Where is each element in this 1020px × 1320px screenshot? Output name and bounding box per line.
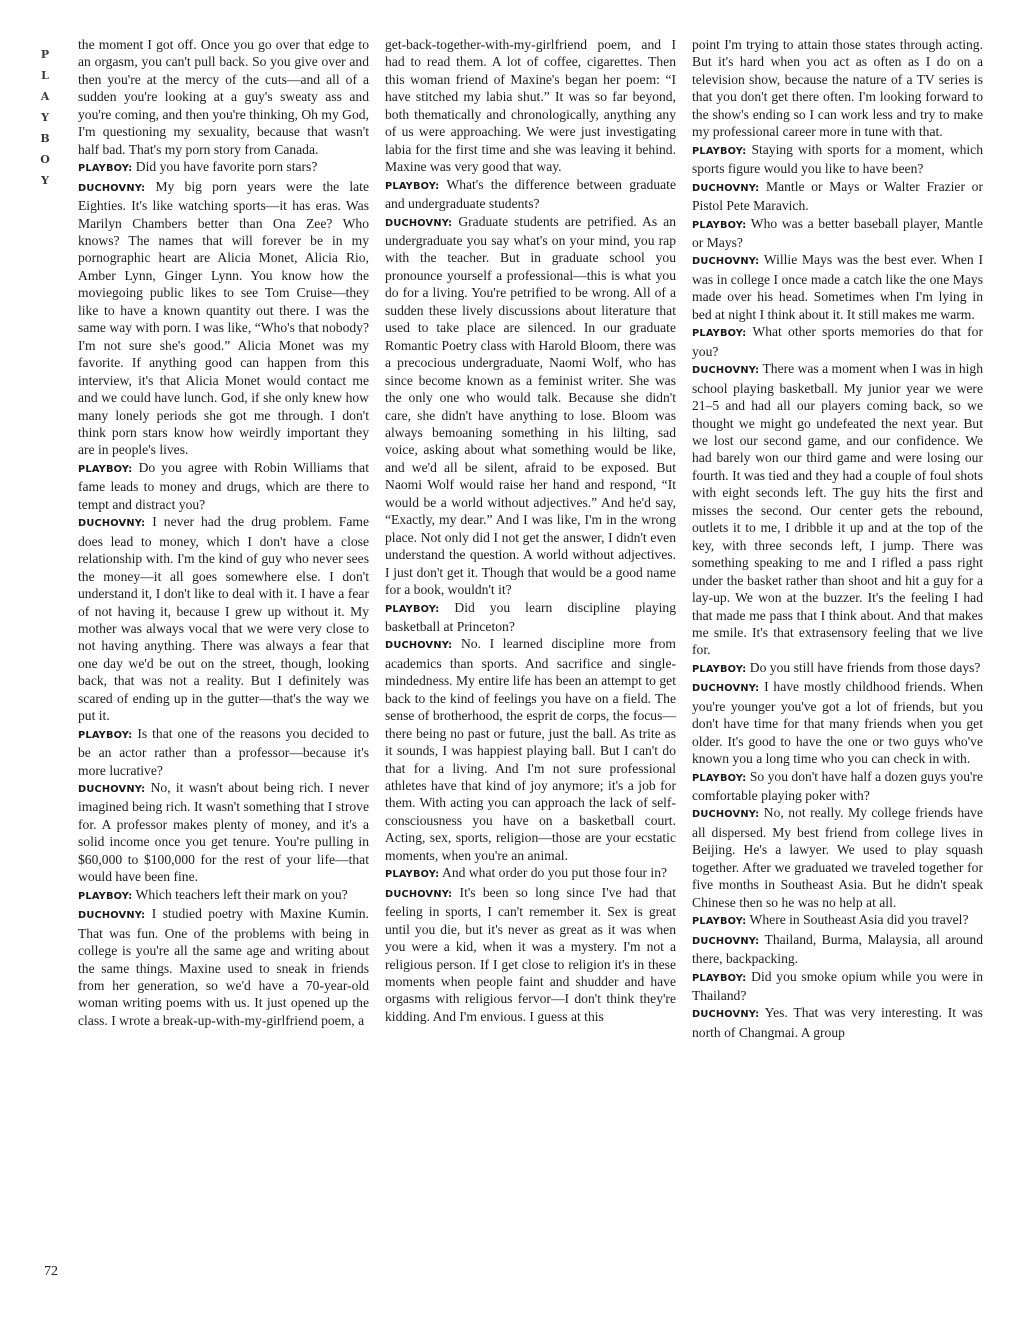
paragraph-text: No, it wasn't about being rich. I never imagined being rich. It wasn't something that I strove for. A professor makes plenty of money, and it's a solid income once you get tenure. You're pulling in $60,000 to $100,000 for the rest of your life—that would have been fine.	[78, 780, 369, 885]
speaker-duchovny: DUCHOVNY:	[692, 256, 760, 268]
paragraph-text: point I'm trying to attain those states through acting. But it's hard when you act as often as I do on a television show, because the nature of a TV series is that you don't get there often. I'm looking forward to the show's ending so I can work less and try to make my professional career more in tune with that.	[692, 37, 983, 140]
side-letter: L	[41, 69, 49, 82]
paragraph-text: Staying with sports for a moment, which sports figure would you like to have been?	[692, 141, 983, 177]
paragraph-text: Thailand, Burma, Malaysia, all around there, backpacking.	[692, 931, 983, 967]
paragraph-text: Did you have favorite porn stars?	[135, 159, 318, 175]
speaker-playboy: PLAYBOY:	[692, 772, 747, 784]
paragraph-text: the moment I got off. Once you go over that edge to an orgasm, you can't pull back. So you give over and then you're at the mercy of the cuts—and all of a sudden you're looking at a guy's sweaty ass and you're coming, and then you're thinking, Oh my God, I'm questioning my sexuality, because that wasn't half bad. That's my porn story from Canada.	[78, 37, 369, 157]
interview-paragraph	[78, 779, 369, 886]
side-letter: P	[40, 48, 50, 61]
continued-paragraph	[385, 36, 676, 176]
paragraph-text: Which teachers left their mark on you?	[135, 886, 348, 902]
interview-paragraph	[692, 1004, 983, 1041]
speaker-playboy: PLAYBOY:	[692, 328, 747, 340]
paragraph-text: I studied poetry with Maxine Kumin. That was fun. One of the problems with being in college is you're all the same age and writing about the same things. Maxine used to sneak in friends from her generation, so we'd have a 70-year-old woman writing poems with us. It just opened up the class. I wrote a break-up-with-my-girlfriend poem, a	[78, 906, 369, 1028]
paragraph-text: Did you learn discipline playing basketball at Princeton?	[385, 599, 676, 634]
text-column-3	[692, 36, 983, 1286]
interview-paragraph	[692, 678, 983, 767]
paragraph-text: Graduate students are petrified. As an undergraduate you say what's on your mind, you rap with the teacher. But in graduate school you pronounce yourself a professional—this is what you do for a living. You're petrified to be wrong. All of a sudden these lively discussions about literature that used to take place are silenced. In our graduate Romantic Poetry class with Harold Bloom, there was a precocious undergraduate, Naomi Wolf, who has since become known as a feminist writer. She was the only one who would talk. Because she didn't care, she didn't have anything to lose. Bloom was always bemoaning something in his lilting, sad voice, asking about what something would be like, and we'd all be silent, afraid to be exposed. But Naomi Wolf would raise her hand and respond, “It would be a world without adjectives.” And he'd say, “Exactly, my dear.” And I was like, I'm in the wrong place. Not only did I not get the answer, I didn't even understand the question. A world without adjectives. I just don't get it. Though that would be a good name for a book, wouldn't it?	[385, 213, 676, 598]
side-letter: Y	[41, 174, 49, 187]
interview-paragraph	[692, 931, 983, 968]
page-number: 72	[44, 1264, 58, 1279]
interview-paragraph	[692, 323, 983, 360]
paragraph-text: Who was a better baseball player, Mantle or Mays?	[692, 215, 983, 250]
paragraph-text: What's the difference between graduate and undergraduate students?	[385, 176, 676, 212]
interview-paragraph	[385, 599, 676, 636]
interview-paragraph	[385, 884, 676, 1026]
paragraph-text: What other sports memories do that for you?	[692, 324, 983, 359]
text-column-1	[78, 36, 369, 1286]
interview-paragraph	[692, 360, 983, 659]
speaker-duchovny: DUCHOVNY:	[78, 910, 146, 922]
paragraph-text: So you don't have half a dozen guys you're comfortable playing poker with?	[692, 768, 983, 804]
interview-paragraph	[78, 513, 369, 724]
interview-paragraph	[78, 725, 369, 779]
interview-paragraph	[692, 251, 983, 323]
paragraph-text: Did you smoke opium while you were in Thailand?	[692, 968, 983, 1004]
side-letter: B	[40, 132, 50, 145]
interview-paragraph	[78, 886, 369, 905]
paragraph-text: Is that one of the reasons you decided to be an actor rather than a professor—because it's more lucrative?	[78, 725, 369, 778]
speaker-duchovny: DUCHOVNY:	[692, 1009, 760, 1021]
continued-paragraph	[692, 36, 983, 141]
speaker-duchovny: DUCHOVNY:	[78, 182, 146, 194]
speaker-playboy: PLAYBOY:	[385, 603, 440, 615]
side-letter: A	[40, 90, 50, 103]
interview-columns	[78, 36, 983, 1286]
interview-paragraph	[692, 911, 983, 930]
side-letter: Y	[41, 111, 49, 124]
paragraph-text: I have mostly childhood friends. When you're younger you've got a lot of friends, but you don't have time for that many friends when you get older. It's good to have the one or two guys who've known you a long time who you can check in with.	[692, 679, 983, 767]
paragraph-text: No, not really. My college friends have all dispersed. My best friend from college lives in Beijing. He's a lawyer. We used to play squash together. After we graduated we traveled together for five months in Southeast Asia. But he didn't speak Chinese then so he was no help at all.	[692, 805, 983, 910]
paragraph-text: Where in Southeast Asia did you travel?	[749, 912, 969, 928]
magazine-side-label	[38, 44, 52, 191]
paragraph-text: It's been so long since I've had that feeling in sports, I can't remember it. Sex is great until you die, but it's never as great as it was when you were a kid, when it was a mystery. I'm not a religious person. If I get close to religion it's in these moments when people faint and shudder and have orgasms with religious fervor—I don't think they're kidding. And I'm envious. I guess at this	[385, 884, 676, 1024]
paragraph-text: My big porn years were the late Eighties. It's like watching sports—it has eras. Was Marilyn Chambers better than Ona Zee? Who knows? The names that will forever be in my pornographic heart are Alicia Monet, Alicia Rio, Amber Lynn, Ginger Lynn. You know how the moviegoing public likes to see Tom Cruise—they like to have a known quantity out there. I was the same way with porn. I was like, “Who's that nobody? I'm not sure she's good.” Alicia Monet was my favorite. If anything good can happen from this interview, it's that Alicia Monet would contact me and we could have lunch. God, if she only knew how many lonely periods she got me through. I don't think porn stars know how weirdly important they are in people's lives.	[78, 178, 369, 458]
speaker-playboy: PLAYBOY:	[78, 463, 133, 475]
interview-paragraph	[385, 864, 676, 883]
speaker-duchovny: DUCHOVNY:	[692, 365, 760, 377]
interview-paragraph	[385, 213, 676, 599]
speaker-playboy: PLAYBOY:	[692, 145, 747, 157]
interview-paragraph	[78, 178, 369, 459]
paragraph-text: I never had the drug problem. Fame does lead to money, which I don't have a close relationship with. I'm the kind of guy who never sees the money—it all goes somewhere else. I don't understand it, I don't like to deal with it. I have a fear of not having it, because I grew up without it. My mother was always vocal that we were very close to not having anything. There was always a fear that one day we'd be out on the street, though, looking back, that was not a reality. But I definitely was scared of ending up in the gutter—that's the way we put it.	[78, 514, 369, 724]
text-column-2	[385, 36, 676, 1286]
speaker-playboy: PLAYBOY:	[385, 180, 440, 192]
interview-paragraph	[78, 459, 369, 513]
speaker-playboy: PLAYBOY:	[692, 916, 747, 928]
speaker-duchovny: DUCHOVNY:	[385, 888, 453, 900]
paragraph-text: get-back-together-with-my-girlfriend poem, and I had to read them. A lot of coffee, cigarettes. Then this woman friend of Maxine's began her poem: “I have stitched my labia shut.” It was so far beyond, both thematically and chronologically, anything any of us were approaching. We were just investigating labia for the first time and she was leaving it behind. Maxine was very good that way.	[385, 37, 676, 175]
interview-paragraph	[385, 176, 676, 213]
speaker-playboy: PLAYBOY:	[692, 219, 747, 231]
interview-paragraph	[385, 635, 676, 864]
interview-paragraph	[692, 804, 983, 911]
speaker-duchovny: DUCHOVNY:	[385, 217, 453, 229]
speaker-duchovny: DUCHOVNY:	[692, 935, 760, 947]
speaker-playboy: PLAYBOY:	[692, 663, 747, 675]
interview-paragraph	[78, 158, 369, 177]
paragraph-text: Do you agree with Robin Williams that fame leads to money and drugs, which are there to tempt and distract you?	[78, 459, 369, 512]
speaker-playboy: PLAYBOY:	[385, 869, 440, 881]
speaker-duchovny: DUCHOVNY:	[78, 518, 146, 530]
interview-paragraph	[692, 215, 983, 252]
speaker-playboy: PLAYBOY:	[78, 163, 133, 175]
speaker-duchovny: DUCHOVNY:	[692, 809, 760, 821]
speaker-duchovny: DUCHOVNY:	[692, 683, 760, 695]
interview-paragraph	[692, 768, 983, 805]
interview-paragraph	[692, 141, 983, 178]
speaker-duchovny: DUCHOVNY:	[78, 784, 146, 796]
paragraph-text: No. I learned discipline more from academics than sports. And sacrifice and single-mindedness. My entire life has been an attempt to get back to the kind of feelings you have on a field. The sense of brotherhood, the esprit de corps, the focus—there being no past or future, just the ball. As trite as it sounds, I was happiest playing ball. But I can't do that for a living. And I'm not sure professional athletes have that kind of joy anymore; it's a job for them. With acting you can approach the lack of self-consciousness you have on a basketball court. Acting, sex, sports, religion—those are your ecstatic moments, when you're an animal.	[385, 636, 676, 863]
interview-paragraph	[692, 659, 983, 678]
interview-paragraph	[692, 968, 983, 1005]
continued-paragraph	[78, 36, 369, 158]
paragraph-text: Mantle or Mays or Walter Frazier or Pistol Pete Maravich.	[692, 178, 983, 214]
paragraph-text: Willie Mays was the best ever. When I was in college I once made a catch like the one Mays made over his head. Sometimes when I'm lying in bed at night I think about it. It still makes me warm.	[692, 252, 983, 322]
speaker-duchovny: DUCHOVNY:	[692, 182, 760, 194]
speaker-playboy: PLAYBOY:	[78, 729, 133, 741]
speaker-duchovny: DUCHOVNY:	[385, 640, 453, 652]
interview-paragraph	[692, 178, 983, 215]
paragraph-text: Yes. That was very interesting. It was north of Changmai. A group	[692, 1005, 983, 1040]
speaker-playboy: PLAYBOY:	[78, 890, 133, 902]
interview-paragraph	[78, 905, 369, 1029]
side-letter: O	[40, 153, 50, 166]
paragraph-text: Do you still have friends from those days?	[749, 659, 981, 675]
paragraph-text: And what order do you put those four in?	[442, 865, 668, 881]
paragraph-text: There was a moment when I was in high school playing basketball. My junior year we were 21–5 and had all our players coming back, so we thought we might go undefeated the next year. But we lost our second game, and our confidence. We had barely won our third game and were losing our fourth. It was tied and they had a couple of foul shots with eight seconds left. The guy hits the first and misses the second. Our center gets the rebound, outlets it to me, I dribble it up and at the top of the key, with three seconds left, I jump. There was something speaking to me and I rifled a pass right under the basket rather than shoot and hit a guy for a lay-up. We won at the buzzer. It's the feeling I had that made me pass that I think about. And that makes me smile. It's that extrasensory feeling that we live for.	[692, 361, 983, 658]
speaker-playboy: PLAYBOY:	[692, 972, 747, 984]
